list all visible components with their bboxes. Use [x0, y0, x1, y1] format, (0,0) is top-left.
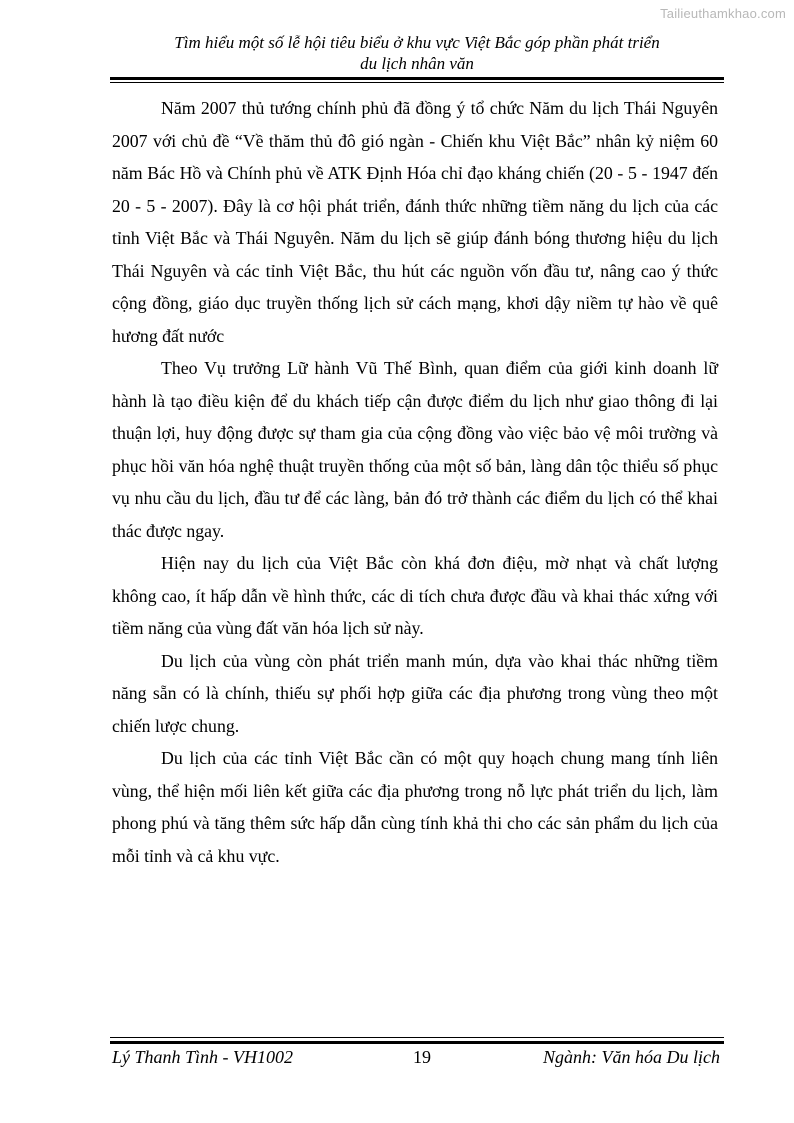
page-number: 19: [413, 1047, 431, 1067]
header-title-line-2: du lịch nhân văn: [360, 54, 474, 73]
header-rule-thick: [110, 77, 724, 80]
running-footer: [112, 1044, 720, 1070]
footer-rule-thin: [110, 1037, 724, 1038]
paragraph-4: Du lịch của vùng còn phát triển manh mún, dựa vào khai thác những tiềm năng sẵn có là chính, thiếu sự phối hợp giữa các địa phương trong vùng theo một chiến lược chung.: [112, 650, 718, 736]
header-rule-thin: [110, 82, 724, 83]
body-text: [112, 92, 718, 872]
paragraph-2: Theo Vụ trưởng Lữ hành Vũ Thế Bình, quan điểm của giới kinh doanh lữ hành là tạo điều kiện để du khách tiếp cận được điểm du lịch như giao thông đi lại thuận lợi, huy động được sự tham gia của cộng đồng vào việc bảo vệ môi trường và phục hồi văn hóa nghệ thuật truyền thống của một số bản, làng dân tộc thiểu số phục vụ nhu cầu du lịch, đầu tư để các làng, bản đó trở thành các điểm du lịch có thể khai thác được ngay.: [112, 358, 718, 541]
watermark-text: Tailieuthamkhao.com: [660, 6, 786, 21]
paragraph-1: Năm 2007 thủ tướng chính phủ đã đồng ý tổ chức Năm du lịch Thái Nguyên 2007 với chủ đề “Về thăm thủ đô gió ngàn - Chiến khu Việt Bắc” nhân kỷ niệm 60 năm Bác Hồ và Chính phủ về ATK Định Hóa chỉ đạo kháng chiến (20 - 5 - 1947 đến 20 - 5 - 2007). Đây là cơ hội phát triển, đánh thức những tiềm năng du lịch của các tỉnh Việt Bắc và Thái Nguyên. Năm du lịch sẽ giúp đánh bóng thương hiệu du lịch Thái Nguyên và các tỉnh Việt Bắc, thu hút các nguồn vốn đầu tư, nâng cao ý thức cộng đồng, giáo dục truyền thống lịch sử cách mạng, khơi dậy niềm tự hào về quê hương đất nước: [112, 98, 718, 346]
paragraph-5: Du lịch của các tỉnh Việt Bắc cần có một quy hoạch chung mang tính liên vùng, thể hiện mối liên kết giữa các địa phương trong nỗ lực phát triển du lịch, làm phong phú và tăng thêm sức hấp dẫn cùng tính khả thi cho các sản phẩm du lịch của mỗi tỉnh và cả khu vực.: [112, 748, 718, 866]
footer-author: Lý Thanh Tình - VH1002: [112, 1047, 294, 1067]
footer-major: Ngành: Văn hóa Du lịch: [543, 1047, 720, 1067]
paragraph-3: Hiện nay du lịch của Việt Bắc còn khá đơn điệu, mờ nhạt và chất lượng không cao, ít hấp dẫn về hình thức, các di tích chưa được đầu và khai thác xứng với tiềm năng của vùng đất văn hóa lịch sử này.: [112, 553, 718, 638]
running-header: [112, 32, 722, 74]
header-title-line-1: Tìm hiểu một số lễ hội tiêu biểu ở khu vực Việt Bắc góp phần phát triển: [174, 33, 660, 52]
